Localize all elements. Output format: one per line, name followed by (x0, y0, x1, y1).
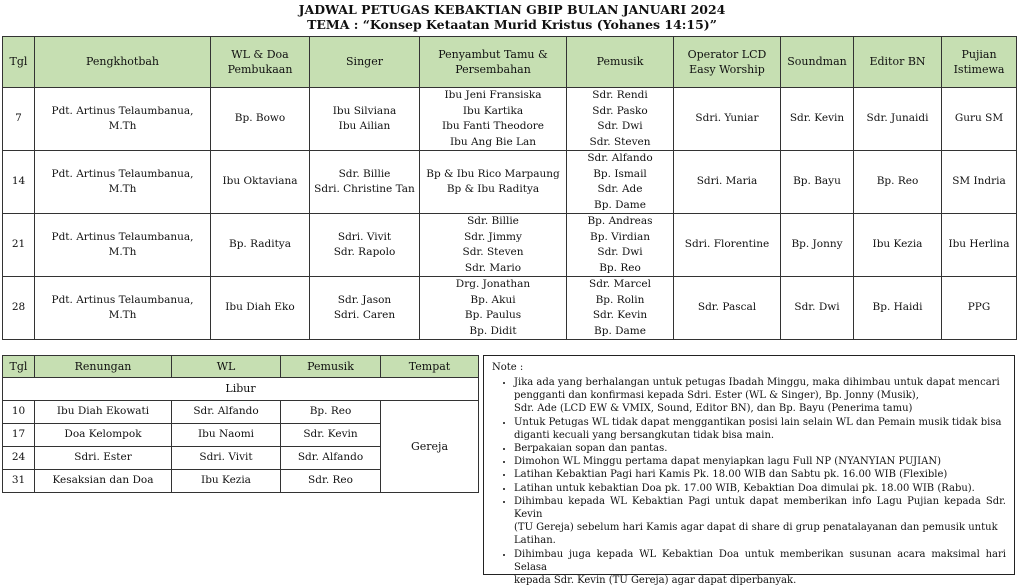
penyambut-cell-line: Sdr. Steven (462, 246, 524, 258)
pujian-cell: Guru SM (942, 88, 1017, 151)
pemusik-cell-line: Sdr. Steven (589, 135, 651, 148)
penyambut-cell-line: Bp & Ibu Raditya (446, 183, 540, 195)
note-line: • Berpakaian sopan dan pantas. (514, 443, 668, 455)
pemusik-cell-line: Bp. Ismail (593, 167, 647, 180)
pemusik-cell-line: Sdr. Marcel (589, 278, 651, 290)
column-header: Renungan (35, 356, 172, 378)
editor-cell: Sdr. Junaidi (854, 88, 942, 151)
pemusik-cell: Sdr. Kevin (281, 424, 381, 447)
column-header: Tgl (3, 356, 35, 378)
pemusik-cell-line: Bp. Dame (594, 198, 646, 211)
schedule-header-row (3, 37, 1017, 88)
note-line: Sdr. Ade (LCD EW & VMIX, Sound, Editor BN), dan Bp. Bayu (Penerima tamu) (514, 403, 913, 415)
tgl-cell: 17 (3, 424, 35, 447)
singer-cell-line: Sdri. Caren (333, 309, 396, 321)
penyambut-cell-line: Bp. Akui (470, 293, 516, 306)
soundman-cell: Bp. Bayu (781, 151, 854, 214)
wl-cell: Ibu Oktaviana (211, 151, 310, 214)
wl-cell: Sdr. Alfando (172, 401, 281, 424)
pemusik-cell-line: Sdr. Alfando (587, 152, 653, 164)
pujian-cell: Ibu Herlina (942, 214, 1017, 277)
renungan-cell: Sdri. Ester (35, 447, 172, 470)
column-header: Tempat (381, 356, 479, 378)
libur-row (3, 378, 479, 401)
pemusik-cell-line: Bp. Reo (599, 261, 641, 274)
note-item (514, 416, 1006, 442)
singer-cell-line: Ibu Ailian (338, 120, 391, 132)
wl-cell: Bp. Raditya (211, 214, 310, 277)
wl-cell: Ibu Kezia (172, 470, 281, 493)
column-header: WL & Doa Pembukaan (211, 37, 310, 88)
singer-cell (310, 88, 420, 151)
pemusik-cell: Sdr. Reo (281, 470, 381, 493)
wl-cell: Sdri. Vivit (172, 447, 281, 470)
operator-cell: Sdr. Pascal (674, 277, 781, 340)
singer-cell (310, 214, 420, 277)
libur-cell: Libur (3, 378, 479, 401)
note-line: pengganti dan konfirmasi kepada Sdri. Ester (WL & Singer), Bp. Jonny (Musik), (514, 390, 919, 402)
note-line: • Dihimbau kepada WL Kebaktian Pagi untuk dapat memberikan info Lagu Pujian kepada Sdr. Kevin (514, 495, 1006, 521)
pemusik-cell-line: Bp. Dame (594, 324, 646, 337)
column-header: Penyambut Tamu & Persembahan (420, 37, 567, 88)
tempat-cell: Gereja (381, 401, 479, 493)
operator-cell: Sdri. Yuniar (674, 88, 781, 151)
pengkhotbah-cell: Pdt. Artinus Telaumbanua, M.Th (35, 88, 211, 151)
schedule-table (2, 36, 1017, 340)
penyambut-cell (420, 214, 567, 277)
note-line: kepada Sdr. Kevin (TU Gereja) agar dapat diperbanyak. (514, 575, 797, 587)
penyambut-cell-line: Bp. Paulus (464, 309, 522, 321)
penyambut-cell-line: Ibu Fanti Theodore (441, 120, 545, 132)
page-title: JADWAL PETUGAS KEBAKTIAN GBIP BULAN JANUARI 2024 (298, 2, 726, 17)
tgl-cell: 28 (3, 277, 35, 340)
penyambut-cell (420, 151, 567, 214)
column-header: Soundman (781, 37, 854, 88)
note-item (514, 376, 1006, 416)
penyambut-cell (420, 277, 567, 340)
singer-cell-line: Sdr. Jason (337, 293, 392, 306)
wl-cell: Bp. Bowo (211, 88, 310, 151)
penyambut-cell-line: Ibu Kartika (462, 104, 524, 117)
renungan-cell: Kesaksian dan Doa (35, 470, 172, 493)
note-line: • Latihan untuk kebaktian Doa pk. 17.00 WIB, Kebaktian Doa dimulai pk. 18.00 WIB (Rabu). (514, 482, 975, 494)
singer-cell (310, 277, 420, 340)
penyambut-cell-line: Sdr. Mario (464, 261, 522, 274)
pemusik-cell (567, 214, 674, 277)
note-item (514, 455, 1006, 468)
notes-list (492, 376, 1006, 587)
pengkhotbah-cell: Pdt. Artinus Telaumbanua, M.Th (35, 214, 211, 277)
pujian-cell: PPG (942, 277, 1017, 340)
column-header: WL (172, 356, 281, 378)
pemusik-cell-line: Sdr. Ade (597, 183, 643, 195)
schedule-row (3, 151, 1017, 214)
note-item (514, 548, 1006, 587)
notes-box (483, 355, 1015, 587)
note-line: • Jika ada yang berhalangan untuk petugas Ibadah Minggu, maka dihimbau untuk dapat mencari (514, 377, 1000, 388)
note-line: • Latihan Kebaktian Pagi hari Kamis Pk. 18.00 WIB dan Sabtu pk. 16.00 WIB (Flexible) (514, 469, 948, 481)
editor-cell: Ibu Kezia (854, 214, 942, 277)
pemusik-cell (567, 88, 674, 151)
pemusik-cell-line: Bp. Virdian (590, 230, 650, 243)
note-item (514, 468, 1006, 481)
penyambut-cell-line: Bp. Didit (469, 324, 517, 337)
schedule-row (3, 88, 1017, 151)
note-item (514, 495, 1006, 548)
tgl-cell: 10 (3, 401, 35, 424)
soundman-cell: Sdr. Kevin (781, 88, 854, 151)
renungan-cell: Doa Kelompok (35, 424, 172, 447)
penyambut-cell-line: Sdr. Billie (467, 215, 519, 227)
wl-cell: Ibu Diah Eko (211, 277, 310, 340)
note-line: diganti kecuali yang bersangkutan tidak bisa main. (514, 429, 775, 441)
notes-heading: Note : (492, 362, 524, 373)
column-header: Singer (310, 37, 420, 88)
pemusik-cell-line: Sdr. Dwi (597, 120, 643, 132)
singer-cell-line: Sdr. Rapolo (333, 246, 396, 258)
schedule-row (3, 277, 1017, 340)
pemusik-cell-line: Sdr. Pasko (592, 104, 648, 117)
pengkhotbah-cell: Pdt. Artinus Telaumbanua, M.Th (35, 277, 211, 340)
tgl-cell: 21 (3, 214, 35, 277)
renungan-cell: Ibu Diah Ekowati (35, 401, 172, 424)
pemusik-cell: Bp. Reo (281, 401, 381, 424)
pemusik-cell-line: Sdr. Rendi (592, 89, 648, 101)
pemusik-cell (567, 151, 674, 214)
pemusik-cell: Sdr. Alfando (281, 447, 381, 470)
pemusik-cell-line: Bp. Rolin (595, 293, 645, 306)
prayer-header-row (3, 356, 479, 378)
tgl-cell: 31 (3, 470, 35, 493)
pemusik-cell-line: Sdr. Kevin (592, 309, 648, 321)
schedule-row (3, 214, 1017, 277)
penyambut-cell-line: Bp & Ibu Rico Marpaung (426, 167, 560, 180)
column-header: Pengkhotbah (35, 37, 211, 88)
editor-cell: Bp. Reo (854, 151, 942, 214)
prayer-row (3, 401, 479, 424)
penyambut-cell-line: Sdr. Jimmy (464, 230, 522, 243)
pemusik-cell (567, 277, 674, 340)
singer-cell-line: Sdr. Billie (338, 167, 391, 180)
tgl-cell: 14 (3, 151, 35, 214)
operator-cell: Sdri. Maria (674, 151, 781, 214)
singer-cell (310, 151, 420, 214)
column-header: Pemusik (567, 37, 674, 88)
penyambut-cell-line: Ibu Ang Bie Lan (450, 135, 536, 148)
pemusik-cell-line: Sdr. Dwi (597, 246, 643, 258)
note-line: • Dihimbau juga kepada WL Kebaktian Doa untuk memberikan susunan acara maksimal hari Selasa (514, 548, 1006, 573)
pengkhotbah-cell: Pdt. Artinus Telaumbanua, M.Th (35, 151, 211, 214)
note-line: Latihan. (514, 535, 556, 547)
note-item (514, 482, 1006, 495)
pemusik-cell-line: Bp. Andreas (587, 215, 653, 227)
singer-cell-line: Sdri. Vivit (337, 230, 392, 243)
soundman-cell: Sdr. Dwi (781, 277, 854, 340)
tgl-cell: 7 (3, 88, 35, 151)
penyambut-cell (420, 88, 567, 151)
note-line: • Untuk Petugas WL tidak dapat menggantikan posisi lain selain WL dan Pemain musik tidak bisa (514, 416, 1002, 428)
tgl-cell: 24 (3, 447, 35, 470)
editor-cell: Bp. Haidi (854, 277, 942, 340)
note-item (514, 442, 1006, 455)
column-header: Tgl (3, 37, 35, 88)
penyambut-cell-line: Drg. Jonathan (455, 278, 531, 290)
soundman-cell: Bp. Jonny (781, 214, 854, 277)
pujian-cell: SM Indria (942, 151, 1017, 214)
penyambut-cell-line: Ibu Jeni Fransiska (444, 89, 542, 101)
prayer-service-table (2, 355, 479, 493)
singer-cell-line: Ibu Silviana (332, 104, 397, 117)
page-theme: TEMA : “Konsep Ketaatan Murid Kristus (Yohanes 14:15)” (307, 17, 717, 32)
operator-cell: Sdri. Florentine (674, 214, 781, 277)
note-line: • Dimohon WL Minggu pertama dapat menyiapkan lagu Full NP (NYANYIAN PUJIAN) (514, 456, 942, 468)
column-header: Pujian Istimewa (942, 37, 1017, 88)
wl-cell: Ibu Naomi (172, 424, 281, 447)
column-header: Pemusik (281, 356, 381, 378)
singer-cell-line: Sdri. Christine Tan (314, 183, 415, 195)
column-header: Editor BN (854, 37, 942, 88)
note-line: (TU Gereja) sebelum hari Kamis agar dapat di share di grup penatalayanan dan pemusik untuk (514, 522, 998, 534)
column-header: Operator LCD Easy Worship (674, 37, 781, 88)
